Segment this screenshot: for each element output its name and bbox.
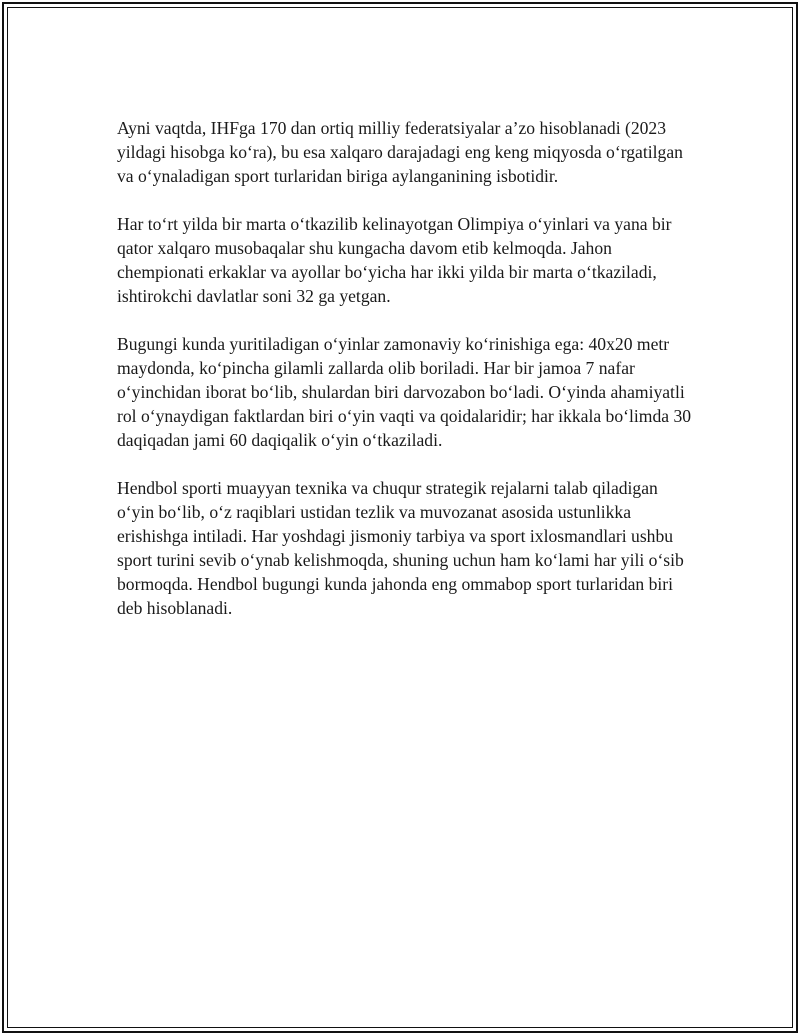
paragraph-ihf-membership: Ayni vaqtda, IHFga 170 dan ortiq milliy federatsiyalar a’zo hisoblanadi (2023 yildagi hisobga ko‘ra), bu esa xalqaro darajadagi eng keng miqyosda o‘rgatilgan va o‘ynaladigan sport turlaridan biriga aylanganining isbotidir. — [117, 118, 683, 186]
paragraph-modern-game-rules: Bugungi kunda yuritiladigan o‘yinlar zamonaviy ko‘rinishiga ega: 40x20 metr maydonda, ko‘pincha gilamli zallarda olib boriladi. Har bir jamoa 7 nafar o‘yinchidan iborat bo‘lib, shulardan biri darvozabon bo‘ladi. O‘yinda ahamiyatli rol o‘ynaydigan faktlardan biri o‘yin vaqti va qoidalaridir; har ikkala bo‘limda 30 daqiqadan jami 60 daqiqalik o‘yin o‘tkaziladi. — [117, 334, 692, 450]
paragraph-handball-popularity: Hendbol sporti muayyan texnika va chuqur strategik rejalarni talab qiladigan o‘yin bo‘lib, o‘z raqiblari ustidan tezlik va muvozanat asosida ustunlikka erishishga intiladi. Har yoshdagi jismoniy tarbiya va sport ixlosmandlari ushbu sport turini sevib o‘ynab kelishmoqda, shuning uchun ham ko‘lami har yili o‘sib bormoqda. Hendbol bugungi kunda jahonda eng ommabop sport turlaridan biri deb hisoblanadi. — [117, 478, 684, 618]
document-body — [117, 116, 697, 644]
paragraph-olympics-championships: Har to‘rt yilda bir marta o‘tkazilib kelinayotgan Olimpiya o‘yinlari va yana bir qator xalqaro musobaqalar shu kungacha davom etib kelmoqda. Jahon chempionati erkaklar va ayollar bo‘yicha har ikki yilda bir marta o‘tkaziladi, ishtirokchi davlatlar soni 32 ga yetgan. — [117, 214, 672, 306]
